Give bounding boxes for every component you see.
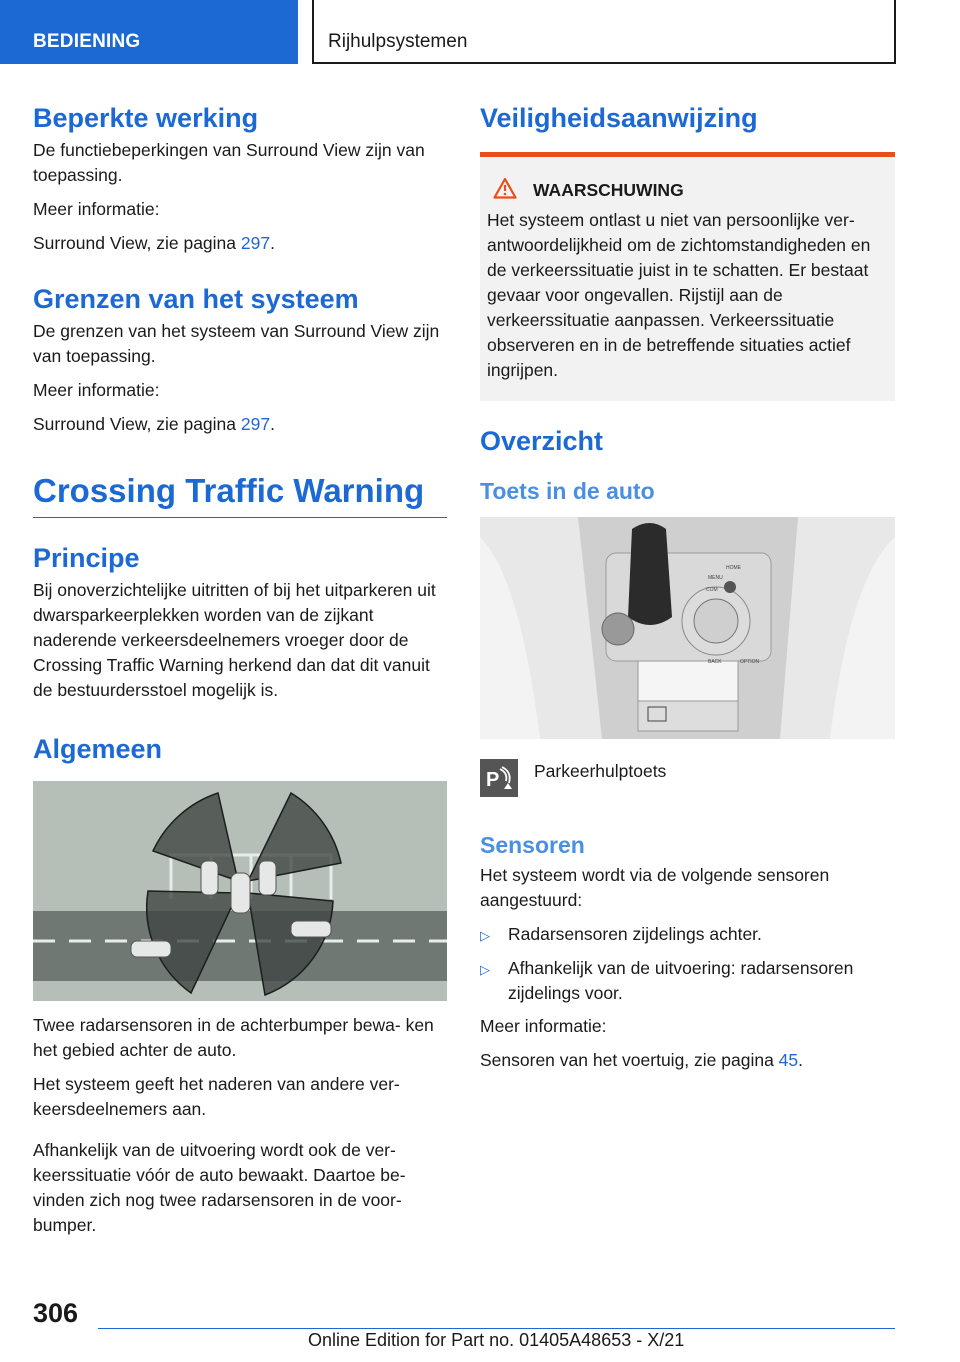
heading-toets: Toets in de auto xyxy=(480,478,655,504)
ref-text: Surround View, zie pagina xyxy=(33,414,241,434)
button-label-back: BACK xyxy=(708,659,722,665)
list-item xyxy=(480,922,895,948)
radar-illustration xyxy=(33,781,447,1001)
button-label-menu: MENU xyxy=(708,575,723,581)
sensoren-p1: Het systeem wordt via de volgende sensoren aangestuurd: xyxy=(480,865,830,910)
main-heading-block xyxy=(33,469,447,518)
beperkte-p1: De functiebeperkingen van Surround View zijn van toepassing. xyxy=(33,140,425,185)
algemeen-p2: Het systeem geeft het naderen van andere ver- keersdeelnemers aan. xyxy=(33,1074,400,1119)
svg-text:P: P xyxy=(486,769,500,791)
footer-divider xyxy=(98,1328,895,1329)
principe-p1: Bij onoverzichtelijke uitritten of bij het uitparkeren uit dwarsparkeerplekken worden van de zijkant naderende verkeersdeelnemers vroeger door de Crossing Traffic Warning herkend dan dat dit vanuit de bestuurdersstoel mogelijk is. xyxy=(33,580,436,700)
console-image xyxy=(480,517,895,739)
icon-caption: Parkeerhulptoets xyxy=(534,761,667,781)
warning-text: Het systeem ontlast u niet van persoonlijke ver- antwoordelijkheid om de zichtomstandigheden en de verkeerssituatie juist in te schatten. Er bestaat gevaar voor ongevallen. Rijstijl aan de verkeerssituatie aanpassen. Verkeerssituatie observeren en in de betreffende situaties actief ingrijpen. xyxy=(487,210,871,380)
grenzen-p2: Meer informatie: xyxy=(33,380,160,400)
bullet-triangle-icon: ▷ xyxy=(480,962,490,977)
page-link-45[interactable]: 45 xyxy=(778,1050,799,1070)
beperkte-p2: Meer informatie: xyxy=(33,199,160,219)
warning-title: WAARSCHUWING xyxy=(533,180,684,200)
warning-triangle-icon xyxy=(493,177,519,204)
chapter-title: Rijhulpsystemen xyxy=(312,0,896,64)
console-illustration xyxy=(480,517,895,739)
list-item xyxy=(480,956,895,1006)
ref-end: . xyxy=(798,1050,804,1070)
heading-grenzen: Grenzen van het systeem xyxy=(33,284,359,314)
grenzen-reference xyxy=(33,412,447,437)
main-heading: Crossing Traffic Warning xyxy=(33,472,425,509)
warning-box xyxy=(480,152,895,401)
section-tab: BEDIENING xyxy=(0,0,298,64)
ref-end: . xyxy=(270,233,275,253)
button-label-home: HOME xyxy=(726,565,741,571)
ref-end: . xyxy=(270,414,275,434)
warning-header xyxy=(487,177,887,204)
button-label-com: COM xyxy=(706,587,718,593)
page-link-297[interactable]: 297 xyxy=(240,233,271,253)
sensoren-reference xyxy=(480,1048,895,1073)
button-label-option: OPTION xyxy=(740,659,760,665)
edition-footer: Online Edition for Part no. 01405A48653 - X/21 xyxy=(308,1330,685,1350)
list-item-text: Afhankelijk van de uitvoering: radarsensoren zijdelings voor. xyxy=(508,958,854,1003)
icon-caption-row xyxy=(480,759,895,797)
heading-algemeen: Algemeen xyxy=(33,734,163,764)
algemeen-p1: Twee radarsensoren in de achterbumper bewa- ken het gebied achter de auto. xyxy=(33,1015,434,1060)
ref-text: Sensoren van het voertuig, zie pagina xyxy=(480,1050,779,1070)
beperkte-reference xyxy=(33,231,447,256)
sensoren-p2: Meer informatie: xyxy=(480,1016,607,1036)
heading-sensoren: Sensoren xyxy=(480,832,585,858)
heading-beperkte-werking: Beperkte werking xyxy=(33,103,259,133)
page-link-297[interactable]: 297 xyxy=(240,414,271,434)
heading-principe: Principe xyxy=(33,543,140,573)
grenzen-p1: De grenzen van het systeem van Surround View zijn van toepassing. xyxy=(33,321,440,366)
bullet-triangle-icon: ▷ xyxy=(480,928,490,943)
page-number: 306 xyxy=(33,1298,79,1328)
heading-veiligheid: Veiligheidsaanwijzing xyxy=(480,103,758,133)
park-assist-button-icon xyxy=(480,759,518,797)
heading-overzicht: Overzicht xyxy=(480,426,604,456)
left-column xyxy=(33,100,447,1247)
right-column xyxy=(480,100,895,1082)
list-item-text: Radarsensoren zijdelings achter. xyxy=(508,924,762,944)
algemeen-p3: Afhankelijk van de uitvoering wordt ook de ver- keerssituatie vóór de auto bewaakt. Daartoe be- vinden zich nog twee radarsensoren in de voor- bumper. xyxy=(33,1140,406,1235)
ref-text: Surround View, zie pagina xyxy=(33,233,241,253)
radar-diagram-image xyxy=(33,781,447,1001)
